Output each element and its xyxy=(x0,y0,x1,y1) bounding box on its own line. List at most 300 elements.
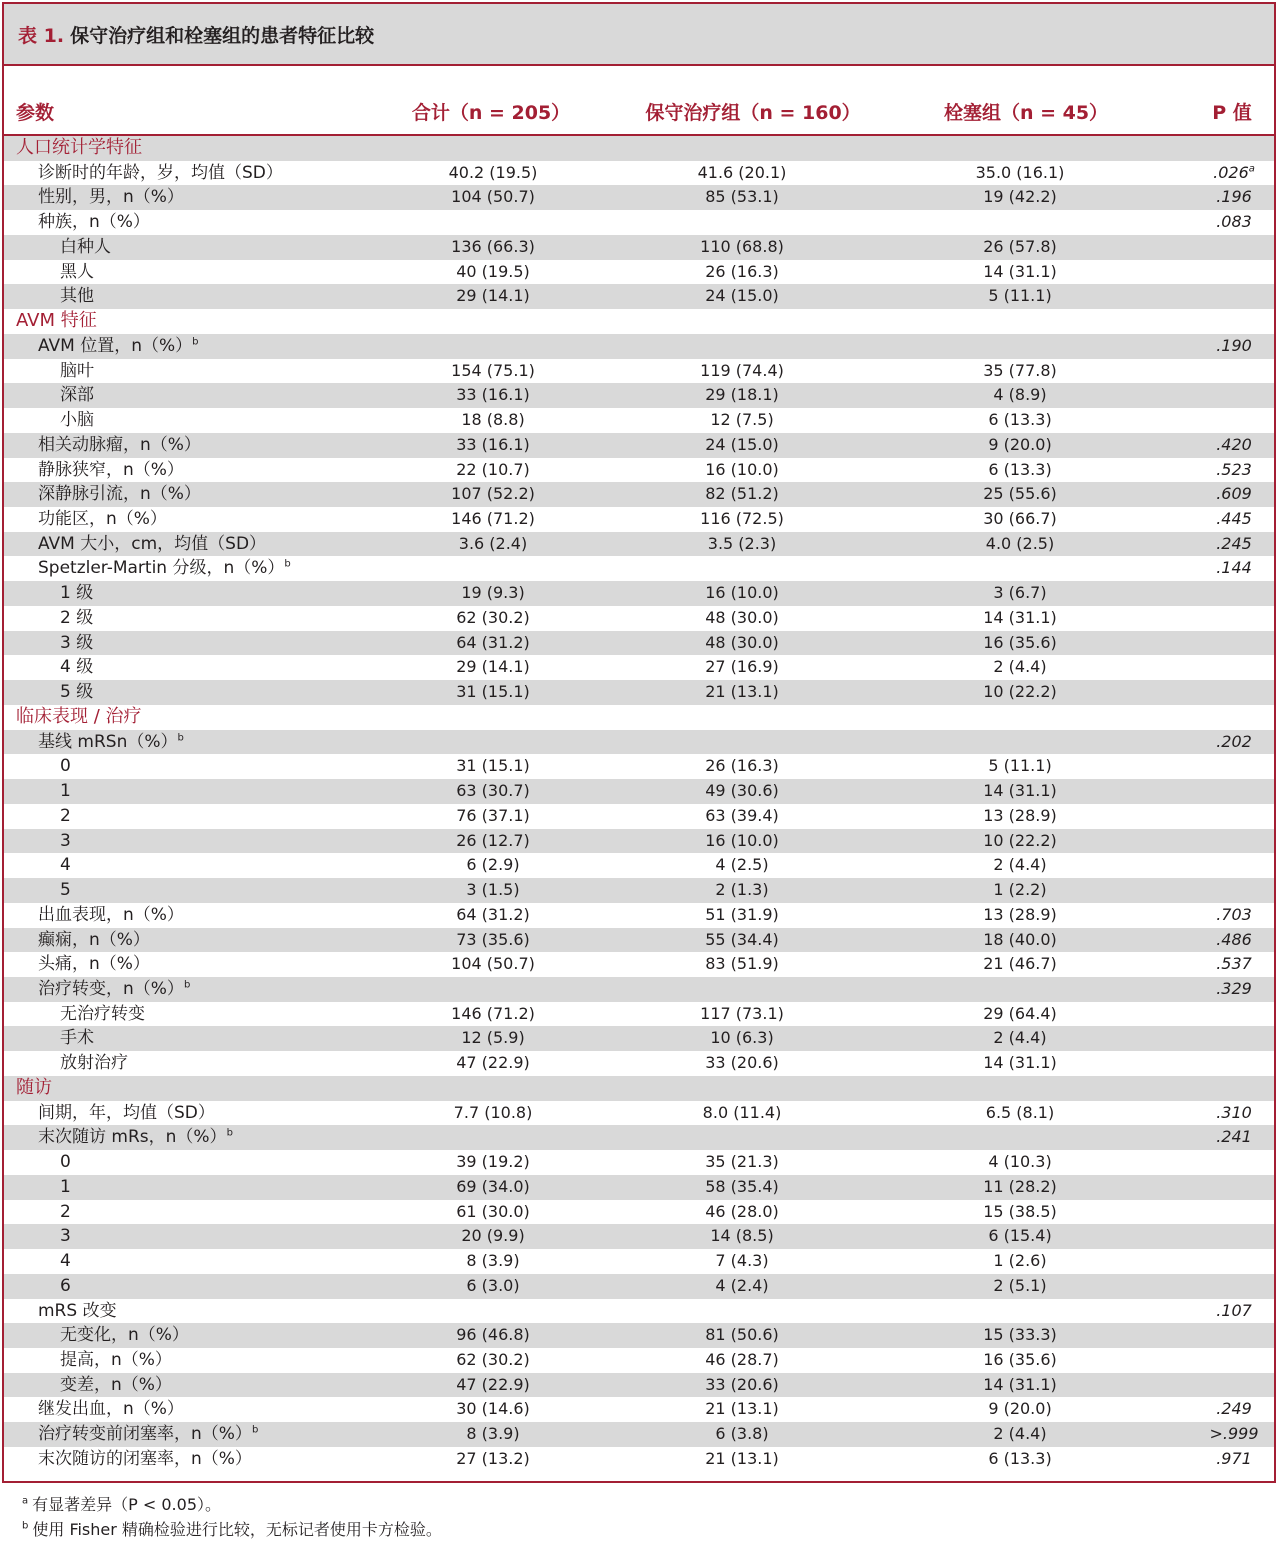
cell-embolization: 35.0 (16.1) xyxy=(975,162,1065,182)
table-row xyxy=(4,1224,1274,1249)
header-conservative: 保守治疗组（n = 160） xyxy=(645,102,861,124)
row-label-text: 其他 xyxy=(60,286,94,307)
row-label-text: 4 xyxy=(60,855,71,876)
row-label-text: 白种人 xyxy=(60,236,111,257)
cell-total: 61 (30.0) xyxy=(456,1201,530,1221)
row-label xyxy=(60,804,71,829)
table-row xyxy=(4,878,1274,903)
section-label xyxy=(16,1076,52,1101)
footnote-marker: b xyxy=(177,731,184,743)
row-label xyxy=(60,680,93,705)
table-row xyxy=(4,804,1274,829)
cell-conservative: 6 (3.8) xyxy=(715,1424,769,1444)
row-label xyxy=(38,977,190,1002)
row-label xyxy=(60,1026,94,1051)
row-label xyxy=(60,1175,71,1200)
cell-total: 63 (30.7) xyxy=(456,781,530,801)
cell-total: 7.7 (10.8) xyxy=(453,1102,533,1122)
row-label-text: 提高，n（%） xyxy=(60,1349,172,1370)
cell-embolization: 6 (15.4) xyxy=(988,1226,1052,1246)
cell-conservative: 55 (34.4) xyxy=(705,929,779,949)
row-label xyxy=(60,1323,189,1348)
row-label-text: 继发出血，n（%） xyxy=(38,1399,184,1420)
cell-total: 6 (3.0) xyxy=(466,1275,520,1295)
row-label xyxy=(60,1373,172,1398)
cell-conservative: 7 (4.3) xyxy=(715,1251,769,1271)
cell-total: 6 (2.9) xyxy=(466,855,520,875)
cell-total: 31 (15.1) xyxy=(456,756,530,776)
cell-conservative: 41.6 (20.1) xyxy=(697,162,787,182)
row-label xyxy=(60,631,93,656)
row-label xyxy=(38,161,283,186)
cell-conservative: 33 (20.6) xyxy=(705,1053,779,1073)
row-label xyxy=(38,210,150,235)
cell-embolization: 16 (35.6) xyxy=(983,1349,1057,1369)
table-row xyxy=(4,556,1274,581)
cell-conservative: 14 (8.5) xyxy=(710,1226,774,1246)
cell-total: 18 (8.8) xyxy=(461,410,525,430)
p-value-text: .083 xyxy=(1216,212,1252,232)
cell-conservative: 12 (7.5) xyxy=(710,410,774,430)
cell-conservative: 26 (16.3) xyxy=(705,756,779,776)
row-label-text: 1 xyxy=(60,781,71,802)
row-label-text: 3 xyxy=(60,830,71,851)
row-label xyxy=(60,655,93,680)
section-header xyxy=(4,136,1274,161)
cell-conservative: 116 (72.5) xyxy=(700,509,784,529)
cell-embolization: 2 (5.1) xyxy=(993,1275,1047,1295)
cell-p-value xyxy=(1216,1299,1252,1324)
cell-embolization: 9 (20.0) xyxy=(988,1399,1052,1419)
cell-conservative: 16 (10.0) xyxy=(705,459,779,479)
cell-p-value xyxy=(1216,903,1252,928)
cell-total: 8 (3.9) xyxy=(466,1251,520,1271)
cell-total: 104 (50.7) xyxy=(451,187,535,207)
cell-embolization: 13 (28.9) xyxy=(983,805,1057,825)
row-label xyxy=(38,730,184,755)
row-label-text: 治疗转变前闭塞率，n（%） xyxy=(38,1424,252,1445)
cell-embolization: 5 (11.1) xyxy=(988,286,1052,306)
row-label xyxy=(60,1274,71,1299)
table-row xyxy=(4,1348,1274,1373)
table-title-text: 保守治疗组和栓塞组的患者特征比较 xyxy=(70,24,375,47)
table-row xyxy=(4,581,1274,606)
cell-embolization: 9 (20.0) xyxy=(988,434,1052,454)
table-row xyxy=(4,1447,1274,1472)
header-embolization: 栓塞组（n = 45） xyxy=(943,102,1109,124)
table-row xyxy=(4,185,1274,210)
cell-conservative: 81 (50.6) xyxy=(705,1325,779,1345)
table-row xyxy=(4,680,1274,705)
cell-conservative: 4 (2.4) xyxy=(715,1275,769,1295)
cell-p-value xyxy=(1216,185,1252,210)
row-label-text: 末次随访的闭塞率，n（%） xyxy=(38,1448,252,1469)
p-value-text: .329 xyxy=(1216,978,1252,998)
row-label-text: 末次随访 mRs，n（%） xyxy=(38,1127,227,1148)
table-row xyxy=(4,779,1274,804)
cell-p-value xyxy=(1216,1397,1252,1422)
table-row xyxy=(4,655,1274,680)
cell-p-value xyxy=(1216,730,1252,755)
table-row xyxy=(4,334,1274,359)
row-label-text: 功能区，n（%） xyxy=(38,509,167,530)
footnote-marker: b xyxy=(226,1127,233,1139)
cell-total: 3.6 (2.4) xyxy=(458,533,528,553)
cell-total: 31 (15.1) xyxy=(456,682,530,702)
row-label-text: AVM 大小，cm，均值（SD） xyxy=(38,533,267,554)
cell-conservative: 16 (10.0) xyxy=(705,583,779,603)
row-label-text: 癫痫，n（%） xyxy=(38,929,150,950)
cell-embolization: 4.0 (2.5) xyxy=(985,533,1055,553)
p-value-text: .445 xyxy=(1216,509,1252,529)
row-label-text: 间期，年，均值（SD） xyxy=(38,1102,215,1123)
cell-embolization: 14 (31.1) xyxy=(983,1053,1057,1073)
cell-embolization: 5 (11.1) xyxy=(988,756,1052,776)
table-row xyxy=(4,829,1274,854)
cell-p-value xyxy=(1216,334,1252,359)
row-label xyxy=(38,1299,117,1324)
p-value-text: .523 xyxy=(1216,459,1252,479)
table-row xyxy=(4,952,1274,977)
cell-conservative: 24 (15.0) xyxy=(705,286,779,306)
row-label xyxy=(60,284,94,309)
cell-total: 96 (46.8) xyxy=(456,1325,530,1345)
cell-total: 33 (16.1) xyxy=(456,434,530,454)
p-value-text: .202 xyxy=(1216,731,1252,751)
p-value-text: .190 xyxy=(1216,335,1252,355)
cell-total: 64 (31.2) xyxy=(456,632,530,652)
row-label xyxy=(38,1125,233,1150)
cell-embolization: 30 (66.7) xyxy=(983,509,1057,529)
cell-p-value xyxy=(1216,1101,1252,1126)
cell-embolization: 1 (2.2) xyxy=(993,880,1047,900)
cell-embolization: 10 (22.2) xyxy=(983,830,1057,850)
row-label-text: 3 级 xyxy=(60,632,94,653)
cell-conservative: 21 (13.1) xyxy=(705,1448,779,1468)
cell-embolization: 11 (28.2) xyxy=(983,1176,1057,1196)
cell-embolization: 4 (10.3) xyxy=(988,1152,1052,1172)
cell-embolization: 25 (55.6) xyxy=(983,484,1057,504)
table-row xyxy=(4,1026,1274,1051)
row-label-text: 诊断时的年龄，岁，均值（SD） xyxy=(38,162,283,183)
cell-embolization: 19 (42.2) xyxy=(983,187,1057,207)
row-label-text: 治疗转变，n（%） xyxy=(38,978,184,999)
p-value-text: .107 xyxy=(1216,1300,1252,1320)
table-row xyxy=(4,408,1274,433)
p-value-text: .420 xyxy=(1216,434,1252,454)
table-row xyxy=(4,161,1274,186)
row-label-text: 无治疗转变 xyxy=(60,1003,145,1024)
table-row xyxy=(4,1397,1274,1422)
row-label xyxy=(38,532,266,557)
cell-embolization: 15 (33.3) xyxy=(983,1325,1057,1345)
row-label-text: 相关动脉瘤，n（%） xyxy=(38,434,201,455)
cell-total: 62 (30.2) xyxy=(456,1349,530,1369)
row-label xyxy=(38,903,184,928)
cell-total: 39 (19.2) xyxy=(456,1152,530,1172)
cell-embolization: 14 (31.1) xyxy=(983,261,1057,281)
row-label xyxy=(60,408,94,433)
row-label-text: 静脉狭窄，n（%） xyxy=(38,459,184,480)
footnote-marker: a xyxy=(22,1495,29,1507)
table-row xyxy=(4,1051,1274,1076)
cell-total: 73 (35.6) xyxy=(456,929,530,949)
row-label xyxy=(60,235,111,260)
row-label-text: AVM 位置，n（%） xyxy=(38,335,193,356)
row-label xyxy=(60,853,71,878)
section-label xyxy=(16,309,97,334)
cell-total: 30 (14.6) xyxy=(456,1399,530,1419)
cell-embolization: 14 (31.1) xyxy=(983,781,1057,801)
p-value-text: .245 xyxy=(1216,533,1252,553)
row-label-text: 4 级 xyxy=(60,657,94,678)
table-body xyxy=(4,136,1274,1472)
row-label xyxy=(60,1051,128,1076)
footnote-marker: b xyxy=(183,979,191,991)
p-value-text: .241 xyxy=(1216,1127,1252,1147)
table-row xyxy=(4,260,1274,285)
p-value-text: .971 xyxy=(1216,1448,1252,1468)
table-row xyxy=(4,1323,1274,1348)
row-label-text: 0 xyxy=(60,756,71,777)
p-value-text: .026 xyxy=(1213,162,1249,182)
row-label-text: 手术 xyxy=(60,1028,94,1049)
cell-total: 20 (9.9) xyxy=(461,1226,525,1246)
table-row xyxy=(4,853,1274,878)
p-value-text: .144 xyxy=(1216,558,1252,578)
cell-embolization: 1 (2.6) xyxy=(993,1251,1047,1271)
cell-embolization: 16 (35.6) xyxy=(983,632,1057,652)
table-row xyxy=(4,1150,1274,1175)
cell-embolization: 15 (38.5) xyxy=(983,1201,1057,1221)
cell-conservative: 48 (30.0) xyxy=(705,632,779,652)
row-label xyxy=(60,606,93,631)
header-total: 合计（n = 205） xyxy=(411,102,571,124)
cell-embolization: 13 (28.9) xyxy=(983,904,1057,924)
cell-total: 40 (19.5) xyxy=(456,261,530,281)
cell-total: 22 (10.7) xyxy=(456,459,530,479)
cell-conservative: 46 (28.7) xyxy=(705,1349,779,1369)
table-row xyxy=(4,235,1274,260)
cell-total: 64 (31.2) xyxy=(456,904,530,924)
row-label-text: 无变化，n（%） xyxy=(60,1325,189,1346)
table-row xyxy=(4,1200,1274,1225)
cell-total: 107 (52.2) xyxy=(451,484,535,504)
row-label xyxy=(38,334,199,359)
cell-embolization: 2 (4.4) xyxy=(993,1028,1047,1048)
cell-conservative: 26 (16.3) xyxy=(705,261,779,281)
cell-total: 29 (14.1) xyxy=(456,657,530,677)
table-row xyxy=(4,532,1274,557)
cell-p-value xyxy=(1216,482,1252,507)
row-label xyxy=(38,482,201,507)
cell-conservative: 63 (39.4) xyxy=(705,805,779,825)
section-label xyxy=(16,136,142,161)
row-label-text: 变差，n（%） xyxy=(60,1374,172,1395)
cell-total: 19 (9.3) xyxy=(461,583,525,603)
cell-total: 154 (75.1) xyxy=(451,360,535,380)
table-row xyxy=(4,606,1274,631)
cell-total: 136 (66.3) xyxy=(451,236,535,256)
cell-conservative: 49 (30.6) xyxy=(705,781,779,801)
row-label-text: 6 xyxy=(60,1275,71,1296)
table-row xyxy=(4,903,1274,928)
row-label-text: mRS 改变 xyxy=(38,1300,117,1321)
row-label-text: 2 xyxy=(60,1201,71,1222)
p-value-text: .537 xyxy=(1216,954,1252,974)
cell-embolization: 14 (31.1) xyxy=(983,607,1057,627)
row-label xyxy=(38,458,184,483)
p-value-text: .249 xyxy=(1216,1399,1252,1419)
cell-conservative: 58 (35.4) xyxy=(705,1176,779,1196)
table-row xyxy=(4,1373,1274,1398)
header-p-value: P 值 xyxy=(1212,102,1252,124)
cell-embolization: 14 (31.1) xyxy=(983,1374,1057,1394)
row-label xyxy=(60,581,93,606)
footnote-text: 有显著差异（P < 0.05）。 xyxy=(32,1495,221,1514)
cell-conservative: 119 (74.4) xyxy=(700,360,784,380)
table-row xyxy=(4,1101,1274,1126)
row-label xyxy=(60,1249,71,1274)
cell-total: 76 (37.1) xyxy=(456,805,530,825)
cell-conservative: 21 (13.1) xyxy=(705,1399,779,1419)
row-label xyxy=(38,433,201,458)
table-row xyxy=(4,1125,1274,1150)
row-label xyxy=(38,1447,252,1472)
table-row xyxy=(4,1249,1274,1274)
table-row xyxy=(4,1299,1274,1324)
cell-conservative: 51 (31.9) xyxy=(705,904,779,924)
cell-p-value xyxy=(1216,532,1252,557)
cell-conservative: 85 (53.1) xyxy=(705,187,779,207)
header-param: 参数 xyxy=(16,102,55,124)
row-label xyxy=(38,1422,258,1447)
cell-total: 47 (22.9) xyxy=(456,1374,530,1394)
p-value-text: .703 xyxy=(1216,904,1252,924)
row-label-text: 1 xyxy=(60,1176,71,1197)
cell-embolization: 10 (22.2) xyxy=(983,682,1057,702)
cell-p-value xyxy=(1213,161,1255,186)
cell-total: 146 (71.2) xyxy=(451,509,535,529)
row-label xyxy=(38,1101,215,1126)
row-label-text: 深静脉引流，n（%） xyxy=(38,484,201,505)
row-label xyxy=(60,754,71,779)
cell-p-value xyxy=(1216,1125,1252,1150)
table-row xyxy=(4,383,1274,408)
table-row xyxy=(4,359,1274,384)
row-label xyxy=(60,878,71,903)
row-label-text: 2 级 xyxy=(60,607,94,628)
cell-embolization: 35 (77.8) xyxy=(983,360,1057,380)
table-row xyxy=(4,482,1274,507)
row-label xyxy=(60,260,94,285)
row-label xyxy=(60,383,94,408)
cell-conservative: 110 (68.8) xyxy=(700,236,784,256)
row-label-text: AVM 特征 xyxy=(16,310,97,332)
row-label xyxy=(60,829,71,854)
row-label xyxy=(38,556,291,581)
cell-total: 104 (50.7) xyxy=(451,954,535,974)
cell-embolization: 6 (13.3) xyxy=(988,410,1052,430)
row-label xyxy=(38,185,184,210)
table-row xyxy=(4,928,1274,953)
cell-embolization: 21 (46.7) xyxy=(983,954,1057,974)
cell-conservative: 83 (51.9) xyxy=(705,954,779,974)
cell-embolization: 6 (13.3) xyxy=(988,459,1052,479)
cell-conservative: 46 (28.0) xyxy=(705,1201,779,1221)
cell-conservative: 16 (10.0) xyxy=(705,830,779,850)
row-label-text: 0 xyxy=(60,1152,71,1173)
row-label xyxy=(60,1348,172,1373)
table-row xyxy=(4,210,1274,235)
cell-embolization: 6.5 (8.1) xyxy=(985,1102,1055,1122)
table-header xyxy=(4,66,1274,136)
cell-conservative: 33 (20.6) xyxy=(705,1374,779,1394)
cell-conservative: 27 (16.9) xyxy=(705,657,779,677)
footnote-marker: a xyxy=(1248,163,1255,175)
cell-total: 3 (1.5) xyxy=(466,880,520,900)
p-value-text: .486 xyxy=(1216,929,1252,949)
row-label-text: Spetzler-Martin 分级，n（%） xyxy=(38,558,285,579)
section-header xyxy=(4,1076,1274,1101)
table-row xyxy=(4,1175,1274,1200)
cell-embolization: 6 (13.3) xyxy=(988,1448,1052,1468)
cell-conservative: 21 (13.1) xyxy=(705,682,779,702)
p-value-text: .310 xyxy=(1216,1102,1252,1122)
cell-p-value xyxy=(1216,977,1252,1002)
row-label-text: 3 xyxy=(60,1226,71,1247)
cell-conservative: 10 (6.3) xyxy=(710,1028,774,1048)
footnote-marker: b xyxy=(22,1520,29,1532)
cell-conservative: 35 (21.3) xyxy=(705,1152,779,1172)
cell-p-value xyxy=(1216,952,1252,977)
table-row xyxy=(4,284,1274,309)
section-header xyxy=(4,309,1274,334)
row-label-text: 黑人 xyxy=(60,261,94,282)
cell-p-value xyxy=(1216,433,1252,458)
cell-p-value xyxy=(1216,556,1252,581)
cell-total: 40.2 (19.5) xyxy=(448,162,538,182)
cell-p-value xyxy=(1216,210,1252,235)
row-label-text: 5 级 xyxy=(60,682,94,703)
cell-total: 47 (22.9) xyxy=(456,1053,530,1073)
p-value-text: .609 xyxy=(1216,484,1252,504)
footnote xyxy=(22,1492,442,1517)
cell-embolization: 18 (40.0) xyxy=(983,929,1057,949)
cell-total: 33 (16.1) xyxy=(456,385,530,405)
footnote-marker: b xyxy=(251,1424,259,1436)
row-label-text: 4 xyxy=(60,1251,71,1272)
cell-conservative: 8.0 (11.4) xyxy=(702,1102,782,1122)
row-label-text: 临床表现 / 治疗 xyxy=(16,705,142,727)
table-row xyxy=(4,977,1274,1002)
table-title xyxy=(4,4,1274,66)
row-label-text: 人口统计学特征 xyxy=(16,137,142,158)
cell-p-value xyxy=(1216,1447,1252,1472)
section-label xyxy=(16,705,142,730)
footnote-marker: b xyxy=(284,558,291,570)
row-label xyxy=(60,1002,145,1027)
row-label-text: 脑叶 xyxy=(60,360,94,381)
row-label xyxy=(60,779,71,804)
cell-conservative: 117 (73.1) xyxy=(700,1003,784,1023)
row-label-text: 基线 mRSn（%） xyxy=(38,731,178,752)
footnote-text: 使用 Fisher 精确检验进行比较，无标记者使用卡方检验。 xyxy=(32,1520,442,1539)
table-row xyxy=(4,730,1274,755)
row-label xyxy=(60,1150,71,1175)
cell-embolization: 26 (57.8) xyxy=(983,236,1057,256)
cell-embolization: 4 (8.9) xyxy=(993,385,1047,405)
